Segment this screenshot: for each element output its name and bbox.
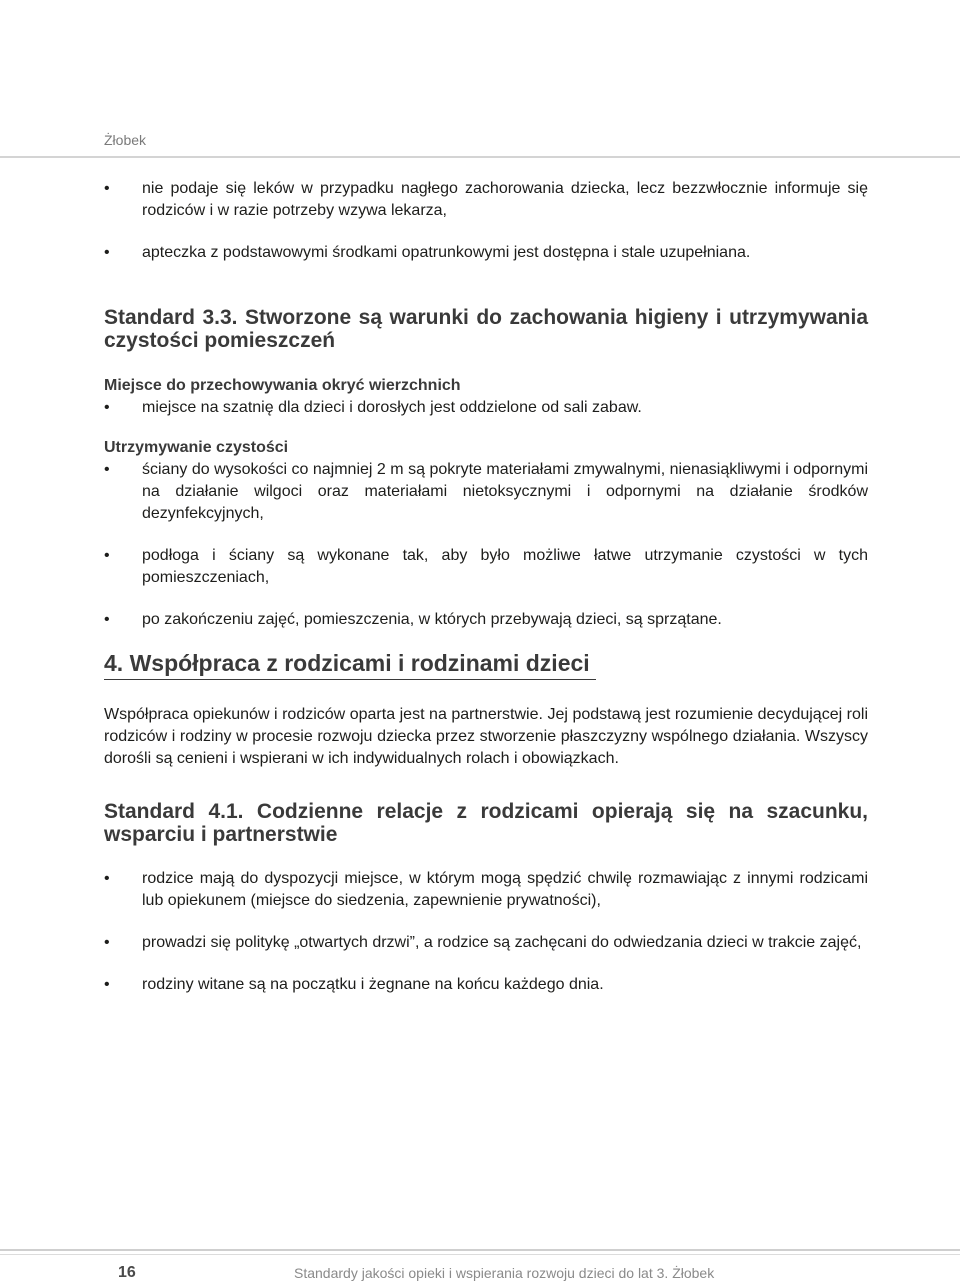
list-item: • nie podaje się leków w przypadku nagłego zachorowania dziecka, lecz bezzwłocznie informuje się rodziców i w razie potrzeby wzywa lekarza, [104,178,868,222]
subsection-bullet-list [104,459,868,631]
footer-title: Standardy jakości opieki i wspierania rozwoju dzieci do lat 3. Żłobek [294,1265,715,1281]
standard-3-3-heading: Standard 3.3. Stworzone są warunki do zachowania higieny i utrzymywania czystości pomieszczeń [104,306,868,352]
standard-4-1-bullet-list [104,868,868,996]
section-4-title: 4. Współpraca z rodzicami i rodzinami dzieci [104,649,596,680]
list-item: • miejsce na szatnię dla dzieci i dorosłych jest oddzielone od sali zabaw. [104,397,868,419]
footer-divider [0,1249,960,1251]
list-item: • rodziny witane są na początku i żegnane na końcu każdego dnia. [104,974,868,996]
list-item: • prowadzi się politykę „otwartych drzwi”, a rodzice są zachęcani do odwiedzania dzieci w trakcie zajęć, [104,932,868,954]
subsection-bullet-list [104,397,868,419]
list-item: • podłoga i ściany są wykonane tak, aby było możliwe łatwe utrzymanie czystości w tych pomieszczeniach, [104,545,868,589]
list-item: • apteczka z podstawowymi środkami opatrunkowymi jest dostępna i stale uzupełniana. [104,242,868,264]
list-item: • po zakończeniu zajęć, pomieszczenia, w których przebywają dzieci, są sprzątane. [104,609,868,631]
footer-divider-thin [0,1254,960,1255]
page-number: 16 [118,1264,136,1281]
list-item: • rodzice mają do dyspozycji miejsce, w którym mogą spędzić chwilę rozmawiając z innymi rodzicami lub opiekunem (miejsce do siedzenia, zapewnienie prywatności), [104,868,868,912]
subsection-title: Miejsce do przechowywania okryć wierzchnich [104,377,461,394]
standard-4-1-heading: Standard 4.1. Codzienne relacje z rodzicami opierają się na szacunku, wsparciu i partnerstwie [104,800,868,846]
list-item: • ściany do wysokości co najmniej 2 m są pokryte materiałami zmywalnymi, nienasiąkliwymi i odpornymi na działanie wilgoci oraz materiałami nietoksycznymi i odpornymi na działanie środków dezynfekcyjnych, [104,459,868,525]
running-header-title: Żłobek [104,132,147,148]
section-4-intro-paragraph: Współpraca opiekunów i rodziców oparta jest na partnerstwie. Jej podstawą jest rozumienie decydującej roli rodziców i rodziny w procesie rozwoju dziecka przez stworzenie płaszczyzny wspólnego działania. Wszyscy dorośli są cenieni i wspierani w ich indywidualnych rolach i obowiązkach. [104,706,868,767]
header-divider [0,156,960,158]
subsection-title: Utrzymywanie czystości [104,439,289,456]
page-content [104,178,868,996]
top-bullet-list [104,178,868,264]
